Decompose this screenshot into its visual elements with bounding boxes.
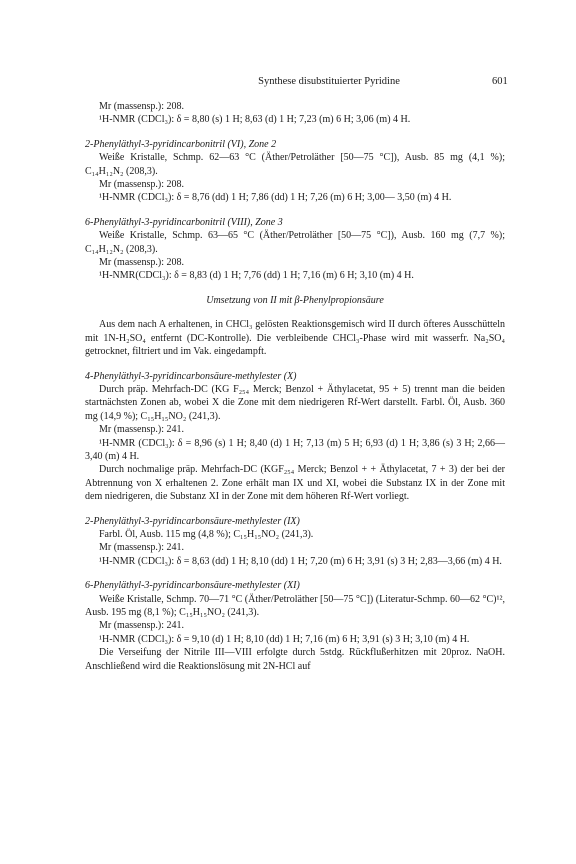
running-title: Synthese disubstituierter Pyridine: [258, 76, 400, 87]
paragraph: ¹H-NMR (CDCl₃): δ = 8,76 (dd) 1 H; 7,86 (dd) 1 H; 7,26 (m) 6 H; 3,00— 3,50 (m) 4 H.: [99, 192, 452, 204]
spacer: [85, 359, 505, 370]
spacer: [85, 127, 505, 138]
paragraph: Weiße Kristalle, Schmp. 63—65 °C (Äther/Petroläther [50—75 °C]), Ausb. 160 mg (7,7 %); C₁₄H₁₂N₂ (208,3).: [85, 230, 505, 255]
paragraph: Mr (massensp.): 241.: [99, 424, 184, 436]
paragraph: Farbl. Öl, Ausb. 115 mg (4,8 %); C₁₅H₁₅NO₂ (241,3).: [99, 528, 314, 540]
compound-heading: 2-Phenyläthyl-3-pyridincarbonsäure-methylester (IX): [85, 515, 300, 527]
compound-heading: 2-Phenyläthyl-3-pyridincarbonitril (VI), Zone 2: [85, 138, 277, 150]
compound-heading: 6-Phenyläthyl-3-pyridincarbonitril (VIII), Zone 3: [85, 216, 283, 228]
compound-heading: 4-Phenyläthyl-3-pyridincarbonsäure-methylester (X): [85, 370, 297, 382]
paragraph: Mr (massensp.): 208.: [99, 179, 184, 191]
body-text: [85, 100, 505, 673]
paragraph: Die Verseifung der Nitrile III—VIII erfolgte durch 5stdg. Rückflußerhitzen mit 20proz. NaOH. Anschließend wird die Reaktionslösung mit 2N-HCl auf: [85, 647, 505, 672]
paragraph: ¹H-NMR (CDCl₃): δ = 8,96 (s) 1 H; 8,40 (d) 1 H; 7,13 (m) 5 H; 6,93 (d) 1 H; 3,86 (s) 3 H; 2,66—3,40 (m) 4 H.: [85, 437, 505, 462]
spacer: [85, 504, 505, 515]
paragraph: Weiße Kristalle, Schmp. 62—63 °C (Äther/Petroläther [50—75 °C]), Ausb. 85 mg (4,1 %); C₁₄H₁₂N₂ (208,3).: [85, 152, 505, 177]
paragraph: Durch nochmalige präp. Mehrfach-DC (KGF₂₅₄ Merck; Benzol + + Äthylacetat, 7 + 3) der bei der Abtrennung von X erhaltenen 2. Zone erhält man IX und XI, wobei die Substanz IX in der Zone mit dem niedrigeren, die Substanz XI in der Zone mit dem höheren Rf-Wert vorliegt.: [85, 464, 505, 503]
paragraph: ¹H-NMR (CDCl₃): δ = 8,63 (dd) 1 H; 8,10 (dd) 1 H; 7,20 (m) 6 H; 3,91 (s) 3 H; 2,83—3,66 (m) 4 H.: [99, 555, 502, 567]
paragraph: Mr (massensp.): 241.: [99, 542, 184, 554]
paragraph: Aus dem nach A erhaltenen, in CHCl₃ gelösten Reaktionsgemisch wird II durch öfteres Ausschütteln mit 1N-H₂SO₄ entfernt (DC-Kontrolle). Die verbleibende CHCl₃-Phase wird mit wasserfr. Na₂SO₄ getrocknet, filtriert und im Vak. eingedampft.: [85, 319, 505, 358]
paragraph: Weiße Kristalle, Schmp. 70—71 °C (Äther/Petroläther [50—75 °C]) (Literatur-Schmp. 60—62 °C)¹², Ausb. 195 mg (8,1 %); C₁₅H₁₅NO₂ (241,3).: [85, 593, 505, 618]
spacer: [85, 307, 505, 318]
paragraph: ¹H-NMR(CDCl₃): δ = 8,83 (d) 1 H; 7,76 (dd) 1 H; 7,16 (m) 6 H; 3,10 (m) 4 H.: [99, 270, 414, 282]
paragraph: Mr (massensp.): 208.: [99, 257, 184, 269]
paragraph: ¹H-NMR (CDCl₃): δ = 8,80 (s) 1 H; 8,63 (d) 1 H; 7,23 (m) 6 H; 3,06 (m) 4 H.: [99, 114, 411, 126]
paragraph: ¹H-NMR (CDCl₃): δ = 9,10 (d) 1 H; 8,10 (dd) 1 H; 7,16 (m) 6 H; 3,91 (s) 3 H; 3,10 (m) 4 H.: [99, 633, 470, 645]
spacer: [85, 205, 505, 216]
paragraph: Durch präp. Mehrfach-DC (KG F₂₅₄ Merck; Benzol + Äthylacetat, 95 + 5) trennt man die beiden startnächsten Zonen ab, wobei X die Zone mit dem niedrigeren Rf-Wert darstellt. Farbl. Öl, Ausb. 360 mg (14,9 %); C₁₅H₁₅NO₂ (241,3).: [85, 383, 505, 422]
spacer: [85, 568, 505, 579]
spacer: [85, 283, 505, 294]
paragraph: Mr (massensp.): 241.: [99, 620, 184, 632]
section-heading: Umsetzung von II mit β-Phenylpropionsäure: [206, 294, 384, 306]
page-number: 601: [492, 76, 508, 87]
paragraph: Mr (massensp.): 208.: [99, 101, 184, 112]
compound-heading: 6-Phenyläthyl-3-pyridincarbonsäure-methylester (XI): [85, 580, 300, 592]
